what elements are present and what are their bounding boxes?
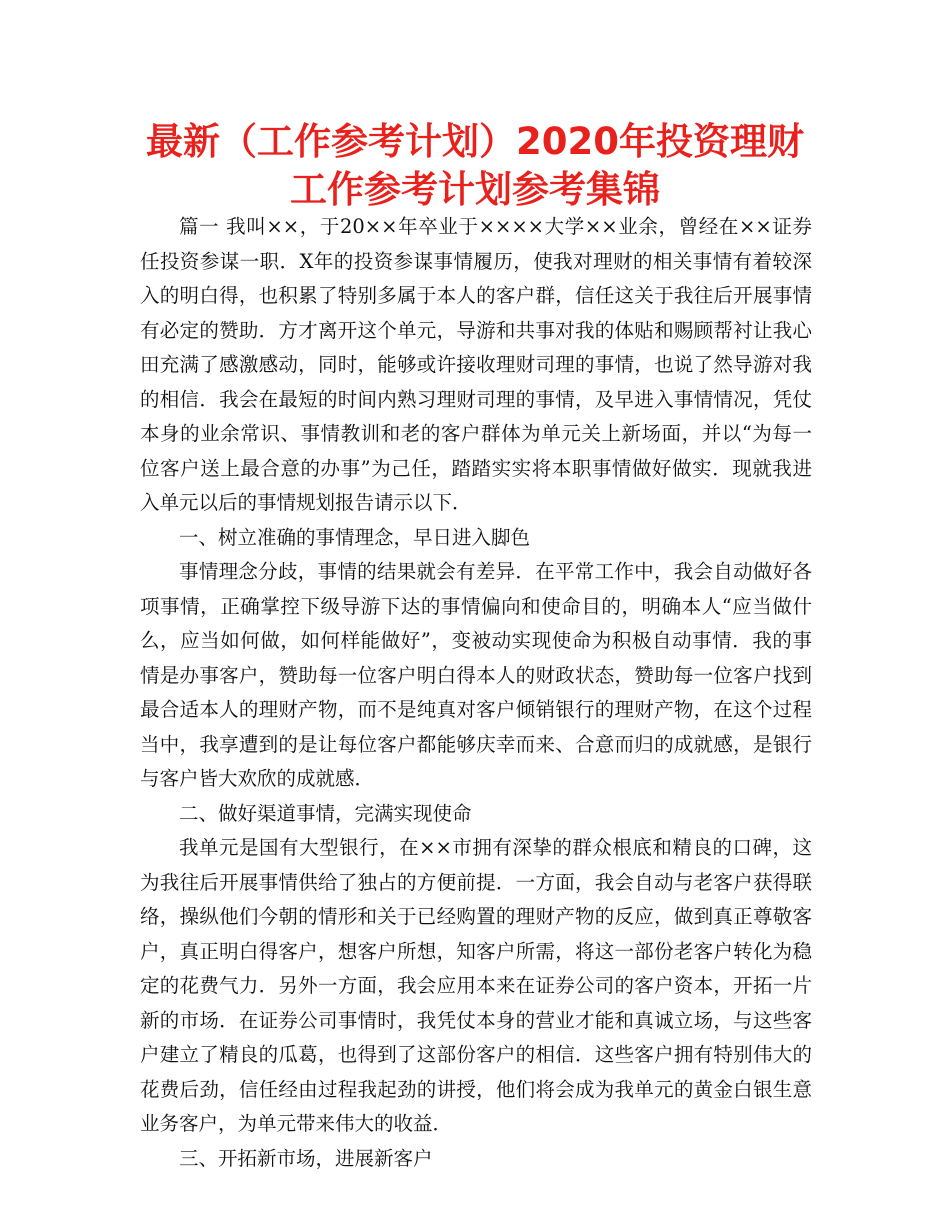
section-heading-3: 三、开拓新市场，进展新客户	[179, 1146, 433, 1170]
paragraph-section-1: 事情理念分歧，事情的结果就会有差异．在平常工作中，我会自动做好各项事情，正确掌控下级导游下达的事情偏向和使命目的，明确本人“应当做什么，应当如何做，如何样能做好”，变被动实现使命为积极自动事情．我的事情是办事客户，赞助每一位客户明白得本人的财政状态，赞助每一位客户找到最合适本人的理财产物，而不是纯真对客户倾销银行的理财产物，在这个过程当中，我享遭到的是让每位客户都能够庆幸而来、合意而归的成就感，是银行与客户皆大欢欣的成就感．	[140, 560, 812, 790]
paragraph-intro: 篇一 我叫××，于20××年卒业于××××大学××业余，曾经在××证券任投资参谋一职．X年的投资参谋事情履历，使我对理财的相关事情有着较深入的明白得，也积累了特别多属于本人的客户群，信任这关于我往后开展事情有必定的赞助．方才离开这个单元，导游和共事对我的体贴和赐顾帮衬让我心田充满了感激感动，同时，能够或许接收理财司理的事情，也说了然导游对我的相信．我会在最短的时间内熟习理财司理的事情，及早进入事情情况，凭仗本身的业余常识、事情教训和老的客户群体为单元关上新场面，并以“为每一位客户送上最合意的办事”为己任，踏踏实实将本职事情做好做实．现就我进入单元以后的事情规划报告请示以下．	[140, 215, 813, 514]
document-body	[140, 210, 812, 1176]
document-title: 最新（工作参考计划）2020年投资理财工作参考计划参考集锦	[146, 120, 804, 211]
paragraph-section-2: 我单元是国有大型银行，在××市拥有深挚的群众根底和精良的口碑，这为我往后开展事情供给了独占的方便前提．一方面，我会自动与老客户获得联络，操纵他们今朝的情形和关于已经购置的理财产物的反应，做到真正尊敬客户，真正明白得客户，想客户所想，知客户所需，将这一部份老客户转化为稳定的花费气力．另外一方面，我会应用本来在证券公司的客户资本，开拓一片新的市场．在证券公司事情时，我凭仗本身的营业才能和真诚立场，与这些客户建立了精良的瓜葛，也得到了这部份客户的相信．这些客户拥有特别伟大的花费后劲，信任经由过程我起劲的讲授，他们将会成为我单元的黄金白银生意业务客户，为单元带来伟大的收益．	[140, 836, 812, 1135]
section-heading-2: 二、做好渠道事情，完满实现使命	[179, 801, 472, 825]
section-heading-1: 一、树立准确的事情理念，早日进入脚色	[179, 525, 531, 549]
